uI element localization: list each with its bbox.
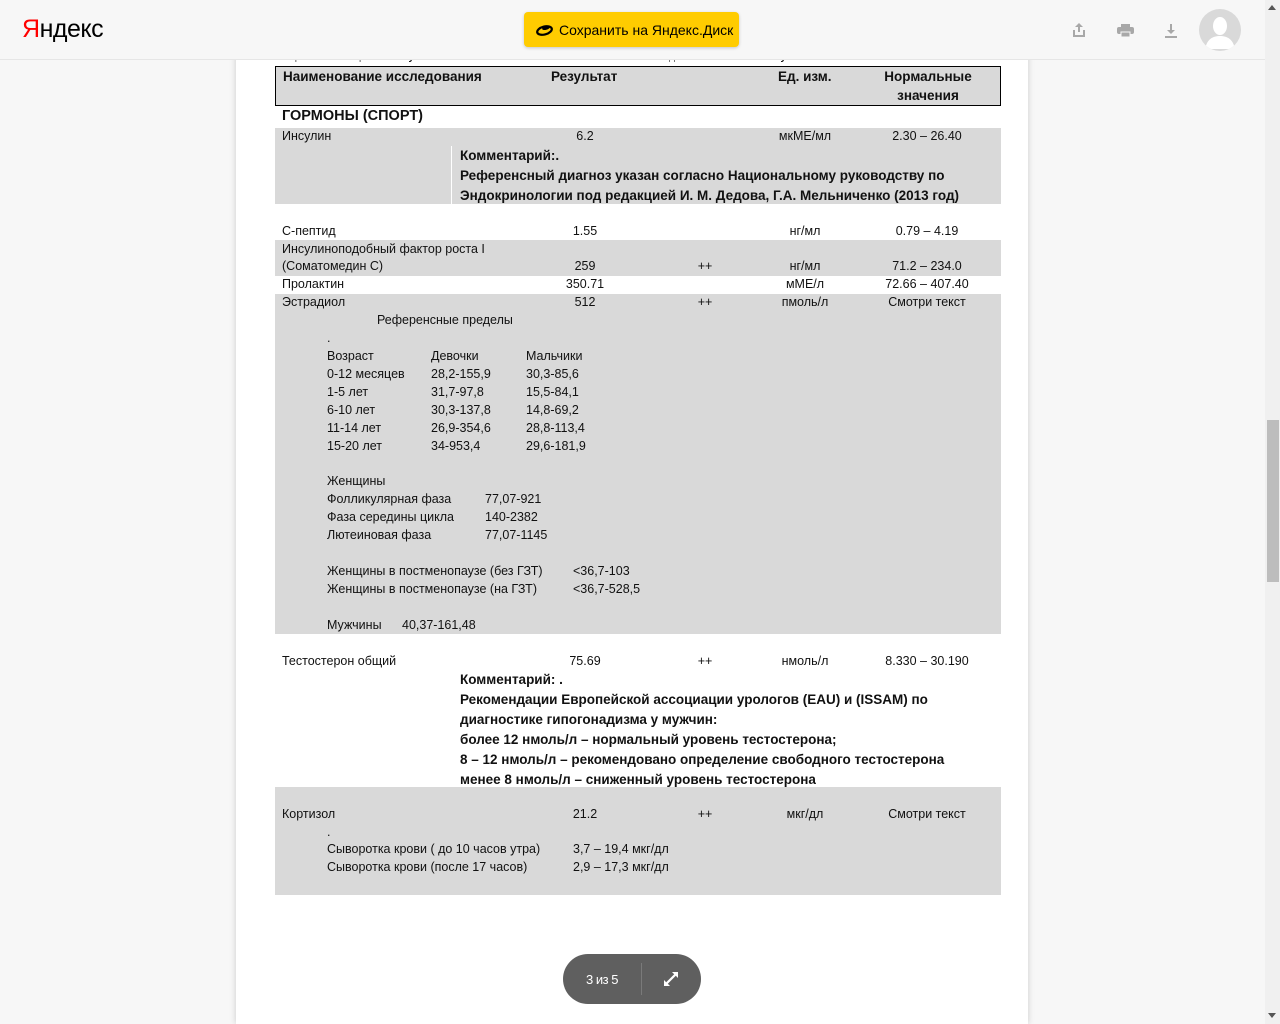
cortisol-ref-label: Сыворотка крови (после 17 часов)	[327, 860, 528, 874]
women-title: Женщины	[327, 474, 386, 488]
age-range: 15-20 лет	[327, 439, 382, 453]
row-unit: нмоль/л	[781, 654, 829, 668]
row-name: Инсулин	[282, 129, 332, 143]
row-flag: ++	[697, 807, 713, 821]
row-unit: мМЕ/л	[785, 277, 825, 291]
row-unit: мкМЕ/мл	[778, 129, 832, 143]
page-navigator	[563, 954, 701, 1004]
postmeno-label: Женщины в постменопаузе (на ГЗТ)	[327, 582, 537, 596]
phase-label: Лютеиновая фаза	[327, 528, 432, 542]
boys-range: 29,6-181,9	[526, 439, 586, 453]
row-result: 350.71	[565, 277, 605, 291]
scroll-down-arrow-icon[interactable]	[1268, 1013, 1276, 1018]
age-range: 1-5 лет	[327, 385, 369, 399]
row-unit: нг/мл	[789, 259, 821, 273]
row-name: Кортизол	[282, 807, 336, 821]
row-name: Тестостерон общий	[282, 654, 397, 668]
download-button[interactable]	[1159, 18, 1183, 42]
fullscreen-button[interactable]	[642, 971, 700, 987]
boys-range: 30,3-85,6	[526, 367, 579, 381]
logo-first-letter: Я	[22, 15, 40, 43]
table-header	[275, 66, 1001, 106]
testosterone-comment-line4: 8 – 12 нмоль/л – рекомендовано определение свободного тестостерона	[460, 752, 945, 767]
row-unit: нг/мл	[789, 224, 821, 238]
age-range: 6-10 лет	[327, 403, 376, 417]
row-unit: пмоль/л	[781, 295, 829, 309]
cortisol-ref-label: Сыворотка крови ( до 10 часов утра)	[327, 842, 541, 856]
row-name: Эстрадиол	[282, 295, 346, 309]
girls-range: 34-953,4	[431, 439, 481, 453]
share-icon	[1071, 22, 1087, 38]
estradiol-ref-title: Референсные пределы	[377, 313, 513, 327]
phase-label: Фолликулярная фаза	[327, 492, 452, 506]
estradiol-ref-dot: .	[327, 331, 331, 345]
insulin-comment-line2: Эндокринологии под редакцией И. М. Дедова, Г.А. Мельниченко (2013 год)	[460, 188, 960, 203]
phase-value: 77,07-1145	[485, 528, 548, 542]
row-norm: Смотри текст	[888, 295, 966, 309]
row-result: 75.69	[569, 654, 601, 668]
men-label: Мужчины	[327, 618, 382, 632]
row-flag: ++	[697, 259, 713, 273]
phase-value: 140-2382	[485, 510, 538, 524]
phase-value: 77,07-921	[485, 492, 542, 506]
postmeno-value: <36,7-528,5	[573, 582, 641, 596]
row-name-line1: Инсулиноподобный фактор роста I	[282, 242, 485, 256]
expand-icon	[663, 971, 679, 987]
col-boys: Мальчики	[526, 349, 583, 363]
yandex-logo[interactable]	[22, 15, 103, 44]
save-button-label: Сохранить на Яндекс.Диск	[559, 21, 734, 38]
col-name-header: Наименование исследования	[283, 69, 482, 84]
comment-divider	[451, 146, 452, 204]
girls-range: 28,2-155,9	[431, 367, 491, 381]
logo-rest: ндекс	[39, 15, 104, 43]
row-result: 6.2	[576, 129, 594, 143]
phase-label: Фаза середины цикла	[327, 510, 454, 524]
row-norm: 2.30 – 26.40	[892, 129, 962, 143]
row-name: С-пептид	[282, 224, 336, 238]
row-name-line2: (Соматомедин С)	[282, 259, 384, 273]
yandex-disk-icon	[536, 24, 553, 36]
col-girls: Девочки	[431, 349, 479, 363]
save-to-disk-button[interactable]	[524, 12, 739, 47]
col-unit-header: Ед. изм.	[778, 69, 832, 84]
cortisol-ref-dot: .	[327, 825, 331, 839]
row-flag: ++	[697, 295, 713, 309]
row-norm: 72.66 – 407.40	[885, 277, 969, 291]
top-bar	[0, 0, 1265, 60]
scroll-thumb[interactable]	[1267, 420, 1279, 582]
user-silhouette-icon	[1199, 9, 1241, 51]
boys-range: 28,8-113,4	[526, 421, 585, 435]
testosterone-comment-line2: диагностике гипогонадизма у мужчин:	[460, 712, 718, 727]
age-range: 0-12 месяцев	[327, 367, 405, 381]
row-unit: мкг/дл	[786, 807, 824, 821]
cortisol-row-bg	[275, 787, 1001, 895]
row-norm: 71.2 – 234.0	[892, 259, 962, 273]
row-result: 1.55	[572, 224, 598, 238]
age-range: 11-14 лет	[327, 421, 382, 435]
row-flag: ++	[697, 654, 713, 668]
print-icon	[1117, 23, 1134, 38]
download-icon	[1164, 23, 1178, 38]
page-counter: 3 из 5	[586, 971, 618, 987]
postmeno-value: <36,7-103	[573, 564, 630, 578]
row-result: 21.2	[572, 807, 598, 821]
men-value: 40,37-161,48	[402, 618, 476, 632]
insulin-comment-line1: Референсный диагноз указан согласно Национальному руководству по	[460, 168, 945, 183]
testosterone-comment-title: Комментарий: .	[460, 672, 563, 687]
boys-range: 15,5-84,1	[526, 385, 579, 399]
postmeno-label: Женщины в постменопаузе (без ГЗТ)	[327, 564, 543, 578]
row-norm: 8.330 – 30.190	[885, 654, 969, 668]
vertical-scrollbar[interactable]	[1265, 0, 1280, 1024]
document-page	[236, 0, 1028, 1024]
col-norm-header-line2: значения	[897, 88, 959, 103]
cortisol-ref-value: 2,9 – 17,3 мкг/дл	[573, 860, 669, 874]
testosterone-comment-line3: более 12 нмоль/л – нормальный уровень тестостерона;	[460, 732, 837, 747]
testosterone-comment-line5: менее 8 нмоль/л – сниженный уровень тестостерона	[460, 772, 816, 787]
section-title: ГОРМОНЫ (СПОРТ)	[282, 108, 424, 124]
row-norm: Смотри текст	[888, 807, 966, 821]
print-button[interactable]	[1113, 18, 1137, 42]
user-avatar[interactable]	[1199, 9, 1241, 51]
col-result-header: Результат	[551, 69, 618, 84]
boys-range: 14,8-69,2	[526, 403, 579, 417]
col-age: Возраст	[327, 349, 374, 363]
col-norm-header-line1: Нормальные	[884, 69, 972, 84]
girls-range: 26,9-354,6	[431, 421, 491, 435]
row-result: 512	[574, 295, 596, 309]
row-name: Пролактин	[282, 277, 345, 291]
insulin-comment-title: Комментарий:.	[460, 148, 560, 163]
scroll-up-arrow-icon[interactable]	[1268, 5, 1276, 10]
girls-range: 30,3-137,8	[431, 403, 491, 417]
testosterone-comment-line1: Рекомендации Европейской ассоциации урологов (EAU) и (ISSAM) по	[460, 692, 928, 707]
row-norm: 0.79 – 4.19	[895, 224, 959, 238]
share-button[interactable]	[1067, 18, 1091, 42]
row-result: 259	[574, 259, 596, 273]
girls-range: 31,7-97,8	[431, 385, 484, 399]
cortisol-ref-value: 3,7 – 19,4 мкг/дл	[573, 842, 669, 856]
